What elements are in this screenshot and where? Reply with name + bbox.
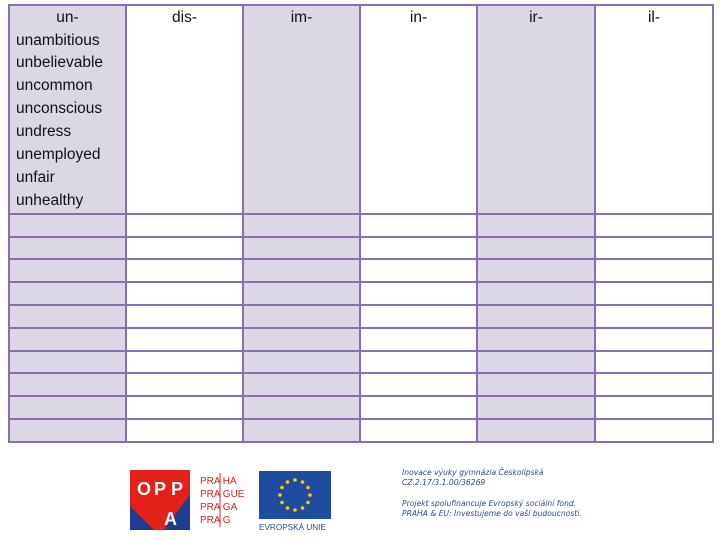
table-row — [9, 351, 713, 374]
header-in-label: in- — [409, 9, 428, 26]
project-info-line-1: Inovace výuky gymnázia Českolipská — [402, 468, 544, 477]
empty-cell — [360, 237, 477, 260]
empty-cell — [360, 373, 477, 396]
table-row — [9, 237, 713, 260]
empty-cell — [595, 373, 713, 396]
un-word: unfair — [16, 168, 55, 186]
opp-letter-a: A — [164, 509, 177, 529]
eu-star — [308, 493, 312, 497]
empty-cell — [126, 214, 243, 237]
empty-cell — [595, 282, 713, 305]
un-column-cell — [9, 5, 126, 214]
eu-star — [286, 506, 290, 510]
empty-cell — [243, 351, 360, 374]
empty-cell — [9, 282, 126, 305]
table-row — [9, 328, 713, 351]
eu-caption: EVROPSKÁ UNIE — [259, 523, 326, 532]
project-info-line-2: CZ.2.17/3.1.00/36269 — [402, 478, 486, 487]
un-word: unhealthy — [16, 191, 84, 209]
empty-cell — [243, 259, 360, 282]
empty-cell — [595, 214, 713, 237]
empty-cell — [360, 351, 477, 374]
project-info — [402, 468, 702, 519]
header-im — [243, 5, 360, 214]
empty-cell — [9, 396, 126, 419]
empty-cell — [9, 305, 126, 328]
empty-cell — [360, 396, 477, 419]
eu-star — [306, 501, 310, 505]
header-dis — [126, 5, 243, 214]
empty-cell — [477, 282, 595, 305]
table-row — [9, 305, 713, 328]
empty-cell — [9, 419, 126, 442]
prefix-table — [8, 4, 714, 443]
header-dis-label: dis- — [172, 9, 197, 26]
table-row — [9, 259, 713, 282]
empty-cell — [595, 305, 713, 328]
un-word: unemployed — [16, 146, 101, 164]
table-row — [9, 5, 713, 214]
un-word-list — [10, 30, 125, 213]
empty-cell — [126, 396, 243, 419]
eu-flag-logo — [258, 470, 334, 532]
eu-star — [306, 486, 310, 490]
empty-cell — [126, 237, 243, 260]
empty-cell — [243, 214, 360, 237]
empty-cell — [477, 328, 595, 351]
empty-cell — [360, 214, 477, 237]
project-info-line-4: PRAHA & EU: Investujeme do vaší budoucnosti. — [402, 509, 582, 518]
table-row — [9, 214, 713, 237]
empty-cell — [126, 373, 243, 396]
empty-cell — [9, 373, 126, 396]
praha-line-2: PRA GUE — [200, 489, 245, 500]
empty-cell — [360, 259, 477, 282]
header-il — [595, 5, 713, 214]
empty-cell — [9, 328, 126, 351]
empty-cell — [477, 373, 595, 396]
empty-cell — [595, 419, 713, 442]
opp-praha-logo — [130, 470, 190, 530]
eu-star — [280, 486, 284, 490]
empty-cell — [243, 282, 360, 305]
header-ir-label: ir- — [529, 9, 543, 26]
opp-letter-o: O — [137, 479, 152, 499]
empty-cell — [126, 351, 243, 374]
empty-cell — [595, 351, 713, 374]
table-row — [9, 419, 713, 442]
empty-cell — [126, 419, 243, 442]
header-in — [360, 5, 477, 214]
empty-cell — [477, 351, 595, 374]
empty-cell — [595, 328, 713, 351]
eu-star — [280, 501, 284, 505]
table-row — [9, 373, 713, 396]
empty-cell — [243, 328, 360, 351]
empty-cell — [9, 237, 126, 260]
praha-line-3: PRA GA — [200, 502, 238, 513]
table-row — [9, 282, 713, 305]
empty-cell — [9, 259, 126, 282]
empty-cell — [243, 305, 360, 328]
un-word: unconscious — [16, 100, 103, 118]
empty-cell — [477, 259, 595, 282]
header-im-label: im- — [290, 9, 313, 26]
empty-cell — [243, 419, 360, 442]
praha-line-1: PRA HA — [200, 476, 237, 487]
un-word: undress — [16, 123, 72, 141]
empty-cell — [243, 237, 360, 260]
header-un: un- — [56, 9, 79, 26]
empty-cell — [243, 396, 360, 419]
project-info-line-3: Projekt spolufinancuje Evropský sociální fond. — [402, 499, 577, 508]
empty-cell — [126, 259, 243, 282]
empty-cell — [477, 237, 595, 260]
un-word: unambitious — [16, 31, 100, 49]
eu-star — [301, 480, 305, 484]
empty-cell — [9, 351, 126, 374]
empty-cell — [477, 419, 595, 442]
empty-cell — [9, 214, 126, 237]
eu-star — [278, 493, 282, 497]
footer — [0, 464, 720, 534]
un-word: unbelievable — [16, 54, 104, 72]
empty-cell — [595, 396, 713, 419]
eu-star — [293, 478, 297, 482]
empty-cell — [477, 305, 595, 328]
empty-cell — [360, 328, 477, 351]
eu-star — [293, 508, 297, 512]
opp-letter-p1: P — [154, 479, 167, 499]
empty-cell — [243, 373, 360, 396]
empty-cell — [477, 396, 595, 419]
project-info-gap — [402, 488, 702, 499]
table-row — [9, 396, 713, 419]
eu-star — [301, 506, 305, 510]
empty-cell — [126, 328, 243, 351]
praha-logo — [196, 470, 252, 530]
header-ir — [477, 5, 595, 214]
empty-cell — [595, 259, 713, 282]
empty-cell — [126, 305, 243, 328]
praha-line-4: PRA G — [200, 515, 231, 526]
header-il-label: il- — [647, 9, 661, 26]
empty-cell — [595, 237, 713, 260]
empty-cell — [360, 282, 477, 305]
empty-cell — [126, 282, 243, 305]
eu-star — [286, 480, 290, 484]
empty-cell — [360, 305, 477, 328]
empty-cell — [477, 214, 595, 237]
opp-letter-p2: P — [171, 479, 184, 499]
un-word: uncommon — [16, 77, 93, 95]
empty-cell — [360, 419, 477, 442]
